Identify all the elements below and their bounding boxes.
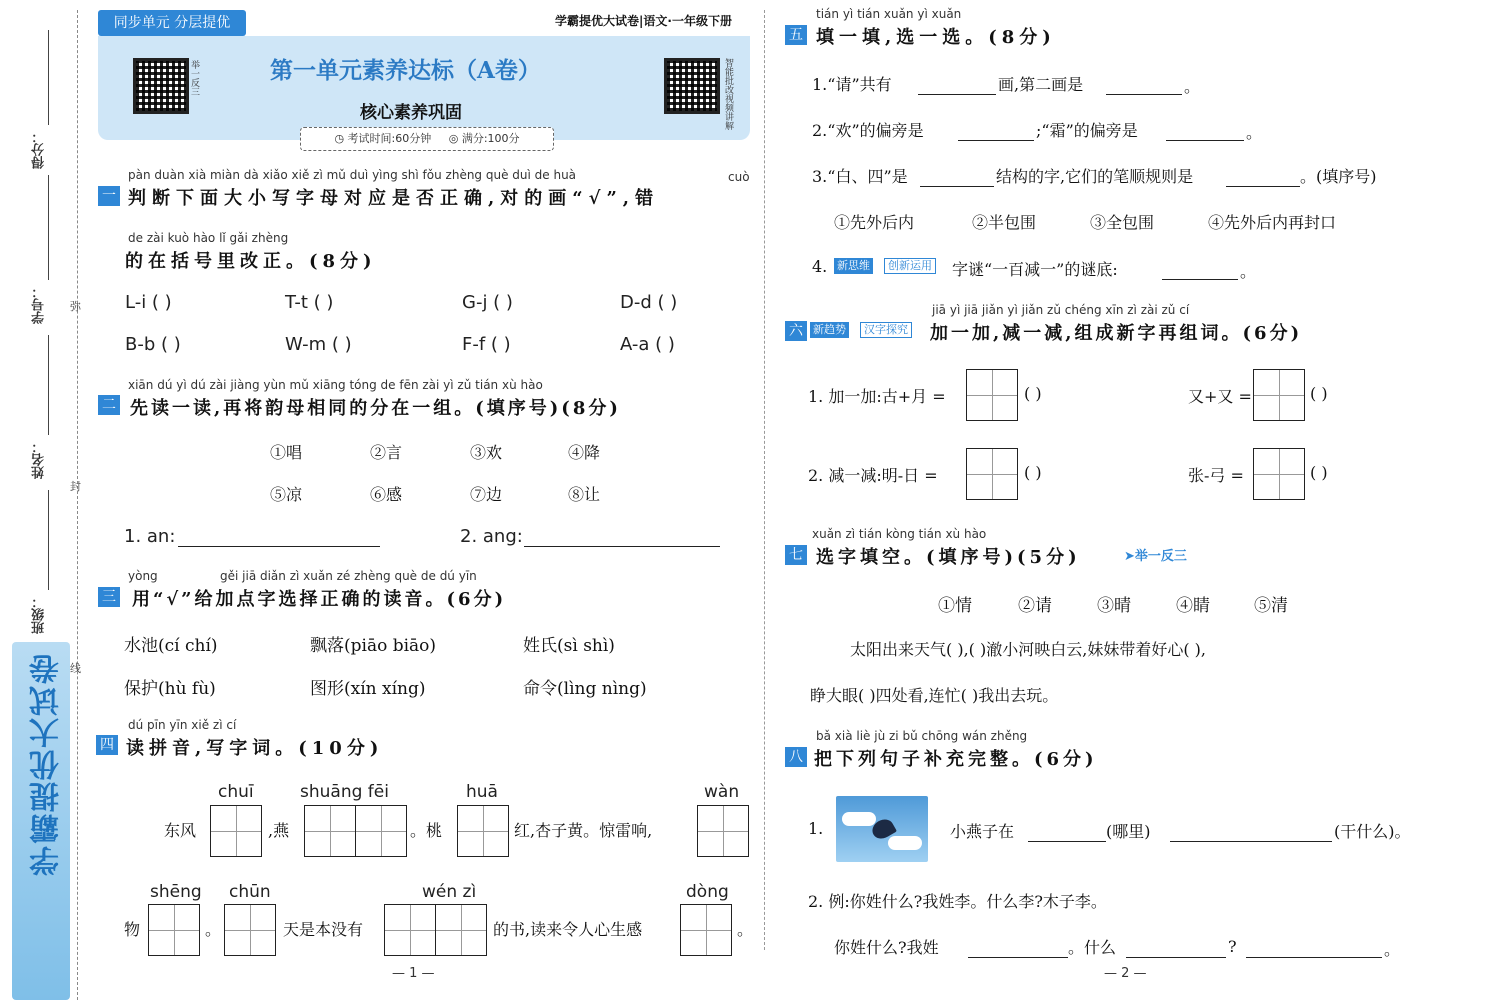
s5-q2-blank-1[interactable]: [958, 120, 1034, 141]
score-label: 得分：: [32, 130, 47, 169]
s8-q1-blank-1[interactable]: [1028, 821, 1106, 842]
s7-pinyin: xuǎn zì tián kòng tián xù hào: [812, 527, 987, 541]
s3-item-1[interactable]: 水池(cí chí): [124, 636, 218, 656]
s7-heading: 选字填空。(填序号)(5分): [816, 547, 1081, 568]
innovation-tag: 创新运用: [884, 258, 936, 274]
student-id-label: 学号：: [32, 285, 47, 324]
exam-score: 满分:100分: [461, 132, 520, 145]
s5-heading: 填一填,选一选。(8分): [816, 27, 1056, 48]
s7-number: 七: [785, 545, 807, 565]
new-thinking-tag: 新思维: [834, 258, 873, 274]
char-explore-tag: 汉字探究: [860, 322, 912, 338]
s5-q3-b: 结构的字,它们的笔顺规则是: [996, 167, 1194, 186]
s4-py-2: shuāng fēi: [300, 782, 389, 802]
s3-item-2[interactable]: 飘落(piāo biāo): [310, 636, 437, 656]
s3-item-4[interactable]: 保护(hù fù): [124, 679, 216, 699]
qr-code-left[interactable]: [133, 58, 189, 114]
s2-q2-label: 2. ang:: [460, 526, 523, 547]
s7-char-1: ①情: [938, 596, 972, 616]
s6-grid-2[interactable]: [1253, 369, 1305, 421]
s1-pinyin-a: pàn duàn xià miàn dà xiǎo xiě zì mǔ duì yìng shì fǒu zhèng què duì de huà: [128, 168, 577, 182]
s5-q2-a: 2.“欢”的偏旁是: [812, 121, 924, 140]
s2-char-3: ③欢: [470, 443, 503, 462]
s5-q4-text: 字谜“一百减一”的谜底:: [952, 260, 1118, 279]
s4-grid-2[interactable]: [304, 805, 356, 857]
brand-title: 学霸提优大试卷: [30, 652, 65, 876]
s8-q1-c: (干什么)。: [1334, 822, 1411, 841]
cloud-shape: [842, 812, 876, 826]
s8-q2-example: 2. 例:你姓什么?我姓李。什么李?木子李。: [808, 892, 1107, 911]
s7-char-5: ⑤清: [1254, 596, 1288, 616]
s6-number: 六: [785, 321, 807, 341]
clock-icon: ◷: [334, 132, 345, 145]
s5-q4-end: 。: [1240, 262, 1257, 281]
s8-q2-blank-2[interactable]: [1126, 937, 1226, 958]
s1-item-7[interactable]: F-f ( ): [462, 334, 511, 355]
series-tag: 同步单元 分层提优: [98, 10, 246, 36]
s1-pinyin-cuo: cuò: [728, 170, 750, 184]
s5-q4-blank[interactable]: [1162, 259, 1238, 280]
s6-paren-1[interactable]: ( ): [1024, 384, 1042, 403]
swallow-illustration: [836, 796, 928, 862]
s1-item-5[interactable]: B-b ( ): [125, 334, 181, 355]
score-line: [48, 30, 49, 125]
s5-opt-4: ④先外后内再封口: [1208, 213, 1337, 232]
s1-pinyin-b: de zài kuò hào lǐ gǎi zhèng: [128, 231, 289, 245]
seal-mark-1: 弥: [70, 300, 81, 313]
s5-pinyin: tián yì tián xuǎn yì xuǎn: [816, 7, 962, 21]
qr-left-note: 举一反三: [189, 60, 199, 96]
s2-q1-answer-line[interactable]: [178, 526, 380, 547]
s8-q1-b: (哪里): [1106, 822, 1151, 841]
s8-q1-blank-2[interactable]: [1170, 821, 1332, 842]
brand-block: [12, 642, 70, 1000]
s4-py-7: wén zì: [422, 882, 477, 902]
s4-grid-6[interactable]: [148, 904, 200, 956]
s5-opt-1: ①先外后内: [834, 213, 915, 232]
s5-number: 五: [785, 25, 807, 45]
s5-q4-num: 4.: [812, 257, 828, 276]
s5-opt-3: ③全包围: [1090, 213, 1155, 232]
s2-char-7: ⑦边: [470, 485, 503, 504]
s4-py-6: chūn: [229, 882, 271, 902]
s4-py-1: chuī: [218, 782, 254, 802]
name-label: 姓名：: [32, 440, 47, 479]
s4-text-4: 红,杏子黄。惊雷响,: [514, 821, 653, 840]
s8-q1-num: 1.: [808, 819, 824, 838]
s2-char-8: ⑧让: [568, 485, 601, 504]
s4-text-9: 。: [737, 920, 754, 939]
s5-q3-c: 。(填序号): [1300, 167, 1377, 186]
s2-heading: 先读一读,再将韵母相同的分在一组。(填序号)(8分): [130, 398, 621, 419]
s4-py-3: huā: [466, 782, 498, 802]
s4-text-3: 。桃: [410, 821, 443, 840]
s1-item-4[interactable]: D-d ( ): [620, 292, 678, 313]
exam-info: [300, 127, 554, 151]
s6-r2-sub-b: 张-弓 =: [1188, 466, 1244, 485]
s4-grid-1[interactable]: [210, 805, 262, 857]
s4-text-6: 。: [205, 920, 222, 939]
s4-py-4: wàn: [704, 782, 740, 802]
s4-grid-10[interactable]: [680, 904, 732, 956]
exam-title: 第一单元素养达标（A卷）: [270, 57, 541, 84]
s4-grid-4[interactable]: [457, 805, 509, 857]
s4-text-1: 东风: [164, 821, 197, 840]
series-title: 学霸提优大试卷|语文·一年级下册: [555, 14, 732, 28]
s2-char-5: ⑤凉: [270, 485, 303, 504]
s4-grid-5[interactable]: [697, 805, 749, 857]
seal-mark-3: 线: [70, 662, 81, 675]
s1-heading: 判断下面大小写字母对应是否正确,对的画“√”,错: [128, 188, 660, 209]
s6-heading: 加一加,减一减,组成新字再组词。(6分): [930, 323, 1303, 344]
s8-q2-d: 。: [1384, 940, 1401, 959]
s6-r1-add-b: 又+又 =: [1188, 387, 1252, 406]
qr-code-right[interactable]: [664, 58, 720, 114]
s2-q1-label: 1. an:: [124, 526, 176, 547]
s5-q1-a: 1.“请”共有: [812, 75, 892, 94]
new-trend-tag: 新趋势: [810, 322, 849, 338]
s1-number: 一: [98, 186, 120, 206]
s5-q1-b: 画,第二画是: [998, 75, 1084, 94]
s5-q3-blank-2[interactable]: [1226, 166, 1300, 187]
s6-paren-4[interactable]: ( ): [1310, 463, 1328, 482]
s8-number: 八: [785, 747, 807, 767]
seal-dash-line: [77, 10, 78, 1000]
s2-char-1: ①唱: [270, 443, 303, 462]
s6-grid-3[interactable]: [966, 448, 1018, 500]
s1-item-3[interactable]: G-j ( ): [462, 292, 513, 313]
s2-q2-answer-line[interactable]: [524, 526, 720, 547]
star-icon: ◎: [448, 132, 459, 145]
s6-pinyin: jiā yì jiā jiǎn yì jiǎn zǔ chéng xīn zì zài zǔ cí: [932, 303, 1190, 317]
s5-q2-b: ;“霜”的偏旁是: [1036, 121, 1138, 140]
s7-sentence-1[interactable]: 太阳出来天气( ),( )澈小河映白云,妹妹带着好心( ),: [850, 640, 1206, 659]
s4-grid-3[interactable]: [355, 805, 407, 857]
page-divider: [764, 10, 765, 950]
s3-pinyin-b: gěi jiā diǎn zì xuǎn zé zhèng què de dú yīn: [220, 569, 477, 583]
s8-heading: 把下列句子补充完整。(6分): [814, 749, 1098, 770]
s5-q3-blank-1[interactable]: [920, 166, 994, 187]
s1-heading-2: 的在括号里改正。(8分): [125, 251, 377, 272]
s4-pinyin: dú pīn yīn xiě zì cí: [128, 718, 237, 732]
s2-char-4: ④降: [568, 443, 601, 462]
s8-q2-a: 你姓什么?我姓: [834, 938, 939, 957]
s4-text-5: 物: [124, 920, 141, 939]
s4-text-7: 天是本没有: [283, 920, 364, 939]
s2-pinyin: xiān dú yì dú zài jiàng yùn mǔ xiāng tóng de fēn zài yì zǔ tián xù hào: [128, 378, 543, 392]
student-id-line: [48, 335, 49, 435]
s4-grid-7[interactable]: [224, 904, 276, 956]
page-number-2: — 2 —: [1104, 966, 1147, 981]
practice-link[interactable]: ➤举一反三: [1124, 549, 1187, 564]
seal-mark-2: 封: [70, 480, 81, 493]
s5-q3-a: 3.“白、四”是: [812, 167, 908, 186]
exam-time: 考试时间:60分钟: [347, 132, 432, 145]
s8-q1-a: 小燕子在: [950, 822, 1015, 841]
page-number-1: — 1 —: [392, 966, 435, 981]
divider-line: [48, 175, 49, 280]
s2-number: 二: [98, 395, 120, 415]
s3-item-6[interactable]: 命令(lìng nìng): [523, 679, 647, 699]
s5-q2-blank-2[interactable]: [1166, 120, 1244, 141]
s6-r1-add-a: 1. 加一加:古+月 =: [808, 387, 946, 406]
s2-char-6: ⑥感: [370, 485, 403, 504]
s7-char-4: ④睛: [1176, 596, 1210, 616]
s1-item-6[interactable]: W-m ( ): [285, 334, 352, 355]
s5-q1-blank-1[interactable]: [918, 74, 996, 95]
s7-char-3: ③晴: [1097, 596, 1131, 616]
s1-item-2[interactable]: T-t ( ): [285, 292, 334, 313]
s4-grid-8[interactable]: [384, 904, 436, 956]
s7-char-2: ②请: [1018, 596, 1052, 616]
s8-q2-b: 。什么: [1068, 938, 1117, 957]
s3-heading: 用“√”给加点字选择正确的读音。(6分): [132, 589, 507, 610]
exam-subtitle: 核心素养巩固: [360, 103, 462, 123]
s6-paren-2[interactable]: ( ): [1310, 384, 1328, 403]
cloud-shape: [888, 836, 922, 850]
s7-sentence-2[interactable]: 睁大眼( )四处看,连忙( )我出去玩。: [810, 686, 1059, 705]
s2-char-2: ②言: [370, 443, 403, 462]
s4-text-2: ,燕: [268, 821, 290, 840]
s4-text-8: 的书,读来令人心生感: [493, 920, 643, 939]
s6-paren-3[interactable]: ( ): [1024, 463, 1042, 482]
s8-pinyin: bǎ xià liè jù zi bǔ chōng wán zhěng: [816, 729, 1028, 743]
name-line: [48, 490, 49, 590]
s1-item-8[interactable]: A-a ( ): [620, 334, 675, 355]
s3-number: 三: [98, 587, 120, 607]
s8-q2-blank-1[interactable]: [968, 937, 1068, 958]
s3-item-5[interactable]: 图形(xín xíng): [310, 679, 426, 699]
s5-q2-c: 。: [1246, 123, 1263, 142]
s3-pinyin-a: yòng: [128, 569, 158, 583]
s5-q1-blank-2[interactable]: [1106, 74, 1182, 95]
s6-grid-4[interactable]: [1253, 448, 1305, 500]
s8-q2-blank-3[interactable]: [1246, 937, 1382, 958]
s4-py-5: shēng: [150, 882, 202, 902]
s1-item-1[interactable]: L-i ( ): [125, 292, 172, 313]
s4-number: 四: [96, 735, 118, 755]
class-label: 班级：: [32, 595, 47, 634]
s6-r2-sub-a: 2. 减一减:明-日 =: [808, 466, 938, 485]
s4-heading: 读拼音,写字词。(10分): [126, 738, 384, 759]
s6-grid-1[interactable]: [966, 369, 1018, 421]
s4-py-8: dòng: [686, 882, 729, 902]
s5-q1-c: 。: [1184, 77, 1201, 96]
s8-q2-c: ?: [1228, 937, 1237, 956]
qr-right-note: 智能批改视频讲解: [723, 58, 733, 130]
s5-opt-2: ②半包围: [972, 213, 1037, 232]
s4-grid-9[interactable]: [435, 904, 487, 956]
s3-item-3[interactable]: 姓氏(sì shì): [523, 636, 615, 656]
